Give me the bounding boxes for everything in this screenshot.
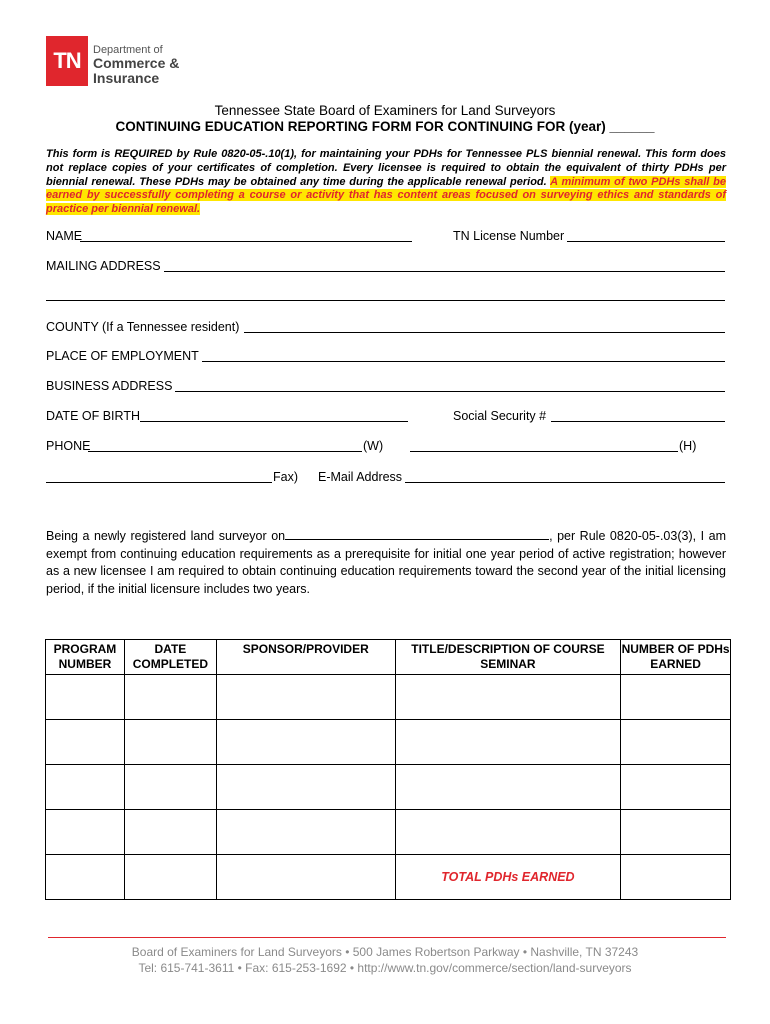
table-cell[interactable] [621, 810, 731, 855]
county-label: COUNTY (If a Tennessee resident) [46, 320, 240, 334]
mailing-field[interactable] [164, 271, 725, 272]
col-program-number: PROGRAM NUMBER [46, 640, 125, 675]
name-label: NAME [46, 229, 83, 243]
table-cell[interactable] [395, 720, 621, 765]
pdh-log-table [45, 639, 731, 900]
table-cell[interactable] [395, 765, 621, 810]
logo-department-text: Department of [93, 44, 163, 56]
name-field[interactable] [80, 241, 412, 242]
dob-label: DATE OF BIRTH [46, 409, 140, 423]
table-cell[interactable] [124, 720, 216, 765]
board-title: Tennessee State Board of Examiners for Land Surveyors [214, 103, 556, 118]
table-row [46, 810, 731, 855]
logo-name-line2: Insurance [93, 70, 160, 86]
email-field[interactable] [405, 482, 725, 483]
exemption-text-before: Being a newly registered land surveyor on [46, 529, 286, 543]
dob-field[interactable] [140, 421, 408, 422]
col-pdhs-earned: NUMBER OF PDHs EARNED [621, 640, 731, 675]
total-pdhs-field[interactable] [621, 855, 731, 900]
table-cell[interactable] [216, 720, 395, 765]
table-cell [216, 855, 395, 900]
table-row [46, 720, 731, 765]
business-label: BUSINESS ADDRESS [46, 379, 173, 393]
form-title: CONTINUING EDUCATION REPORTING FORM FOR CONTINUING FOR (year) ______ [115, 119, 655, 134]
county-field[interactable] [244, 332, 725, 333]
footer [0, 944, 770, 976]
phone-home-suffix: (H) [679, 439, 697, 453]
table-header-row [46, 640, 731, 675]
footer-address: Board of Examiners for Land Surveyors • 500 James Robertson Parkway • Nashville, TN 37243 [131, 945, 639, 959]
col-date-completed: DATE COMPLETED [124, 640, 216, 675]
email-label: E-Mail Address [318, 470, 403, 484]
fax-suffix: Fax) [273, 470, 298, 484]
exemption-text-after: , per Rule 0820-05-.03(3), I am exempt from continuing education requirements as a prerequisite for initial one year period of active registration; however as a new licensee I am required to obtain continuing education requirements toward the second year of the initial licensing period, if the initial licensure includes two years. [46, 529, 726, 596]
table-row [46, 675, 731, 720]
phone-home-field[interactable] [410, 451, 678, 452]
table-cell[interactable] [46, 720, 125, 765]
total-pdhs-label: TOTAL PDHs EARNED [395, 855, 621, 900]
col-title-description: TITLE/DESCRIPTION OF COURSE SEMINAR [395, 640, 621, 675]
mailing-field-line2[interactable] [46, 300, 725, 301]
intro-text: This form is REQUIRED by Rule 0820-05-.10(1), for maintaining your PDHs for Tennessee PLS biennial renewal. This form does not replace copies of your certificates of completion. Every licensee is required to obtain the equivalent of thirty PDHs per biennial renewal. These PDHs may be obtained any time during the applicable renewal period. [46, 148, 726, 188]
total-row [46, 855, 731, 900]
footer-contact: Tel: 615-741-3611 • Fax: 615-253-1692 • http://www.tn.gov/commerce/section/land-surveyors [138, 961, 632, 975]
employment-label: PLACE OF EMPLOYMENT [46, 349, 199, 363]
ssn-label: Social Security # [453, 409, 547, 423]
intro-highlight: A minimum of two PDHs shall be earned by successfully completing a course or activity that has content areas focused on surveying ethics and standards of practice per biennial renewal. [46, 175, 726, 216]
table-cell [46, 855, 125, 900]
table-cell[interactable] [395, 810, 621, 855]
phone-label: PHONE [46, 439, 91, 453]
table-cell[interactable] [621, 765, 731, 810]
logo-name-line1: Commerce & [93, 55, 180, 71]
table-cell[interactable] [124, 810, 216, 855]
table-cell[interactable] [621, 720, 731, 765]
table-cell[interactable] [216, 765, 395, 810]
table-cell[interactable] [621, 675, 731, 720]
employment-field[interactable] [202, 361, 725, 362]
phone-work-suffix: (W) [363, 439, 384, 453]
table-row [46, 765, 731, 810]
tn-logo-mark: TN [46, 36, 88, 86]
table-cell[interactable] [124, 675, 216, 720]
ssn-field[interactable] [551, 421, 725, 422]
logo-agency-name [93, 56, 179, 86]
phone-work-field[interactable] [88, 451, 362, 452]
table-cell [124, 855, 216, 900]
table-cell[interactable] [395, 675, 621, 720]
registration-date-field[interactable] [285, 527, 549, 540]
col-sponsor-provider: SPONSOR/PROVIDER [216, 640, 395, 675]
footer-divider [48, 937, 726, 938]
mailing-label: MAILING ADDRESS [46, 259, 161, 273]
license-field[interactable] [567, 241, 725, 242]
intro-paragraph [46, 148, 726, 217]
license-label: TN License Number [453, 229, 565, 243]
table-cell[interactable] [46, 675, 125, 720]
table-cell[interactable] [46, 810, 125, 855]
table-cell[interactable] [216, 675, 395, 720]
table-cell[interactable] [124, 765, 216, 810]
business-field[interactable] [175, 391, 725, 392]
table-cell[interactable] [46, 765, 125, 810]
exemption-paragraph [46, 527, 726, 598]
fax-field[interactable] [46, 482, 272, 483]
table-cell[interactable] [216, 810, 395, 855]
